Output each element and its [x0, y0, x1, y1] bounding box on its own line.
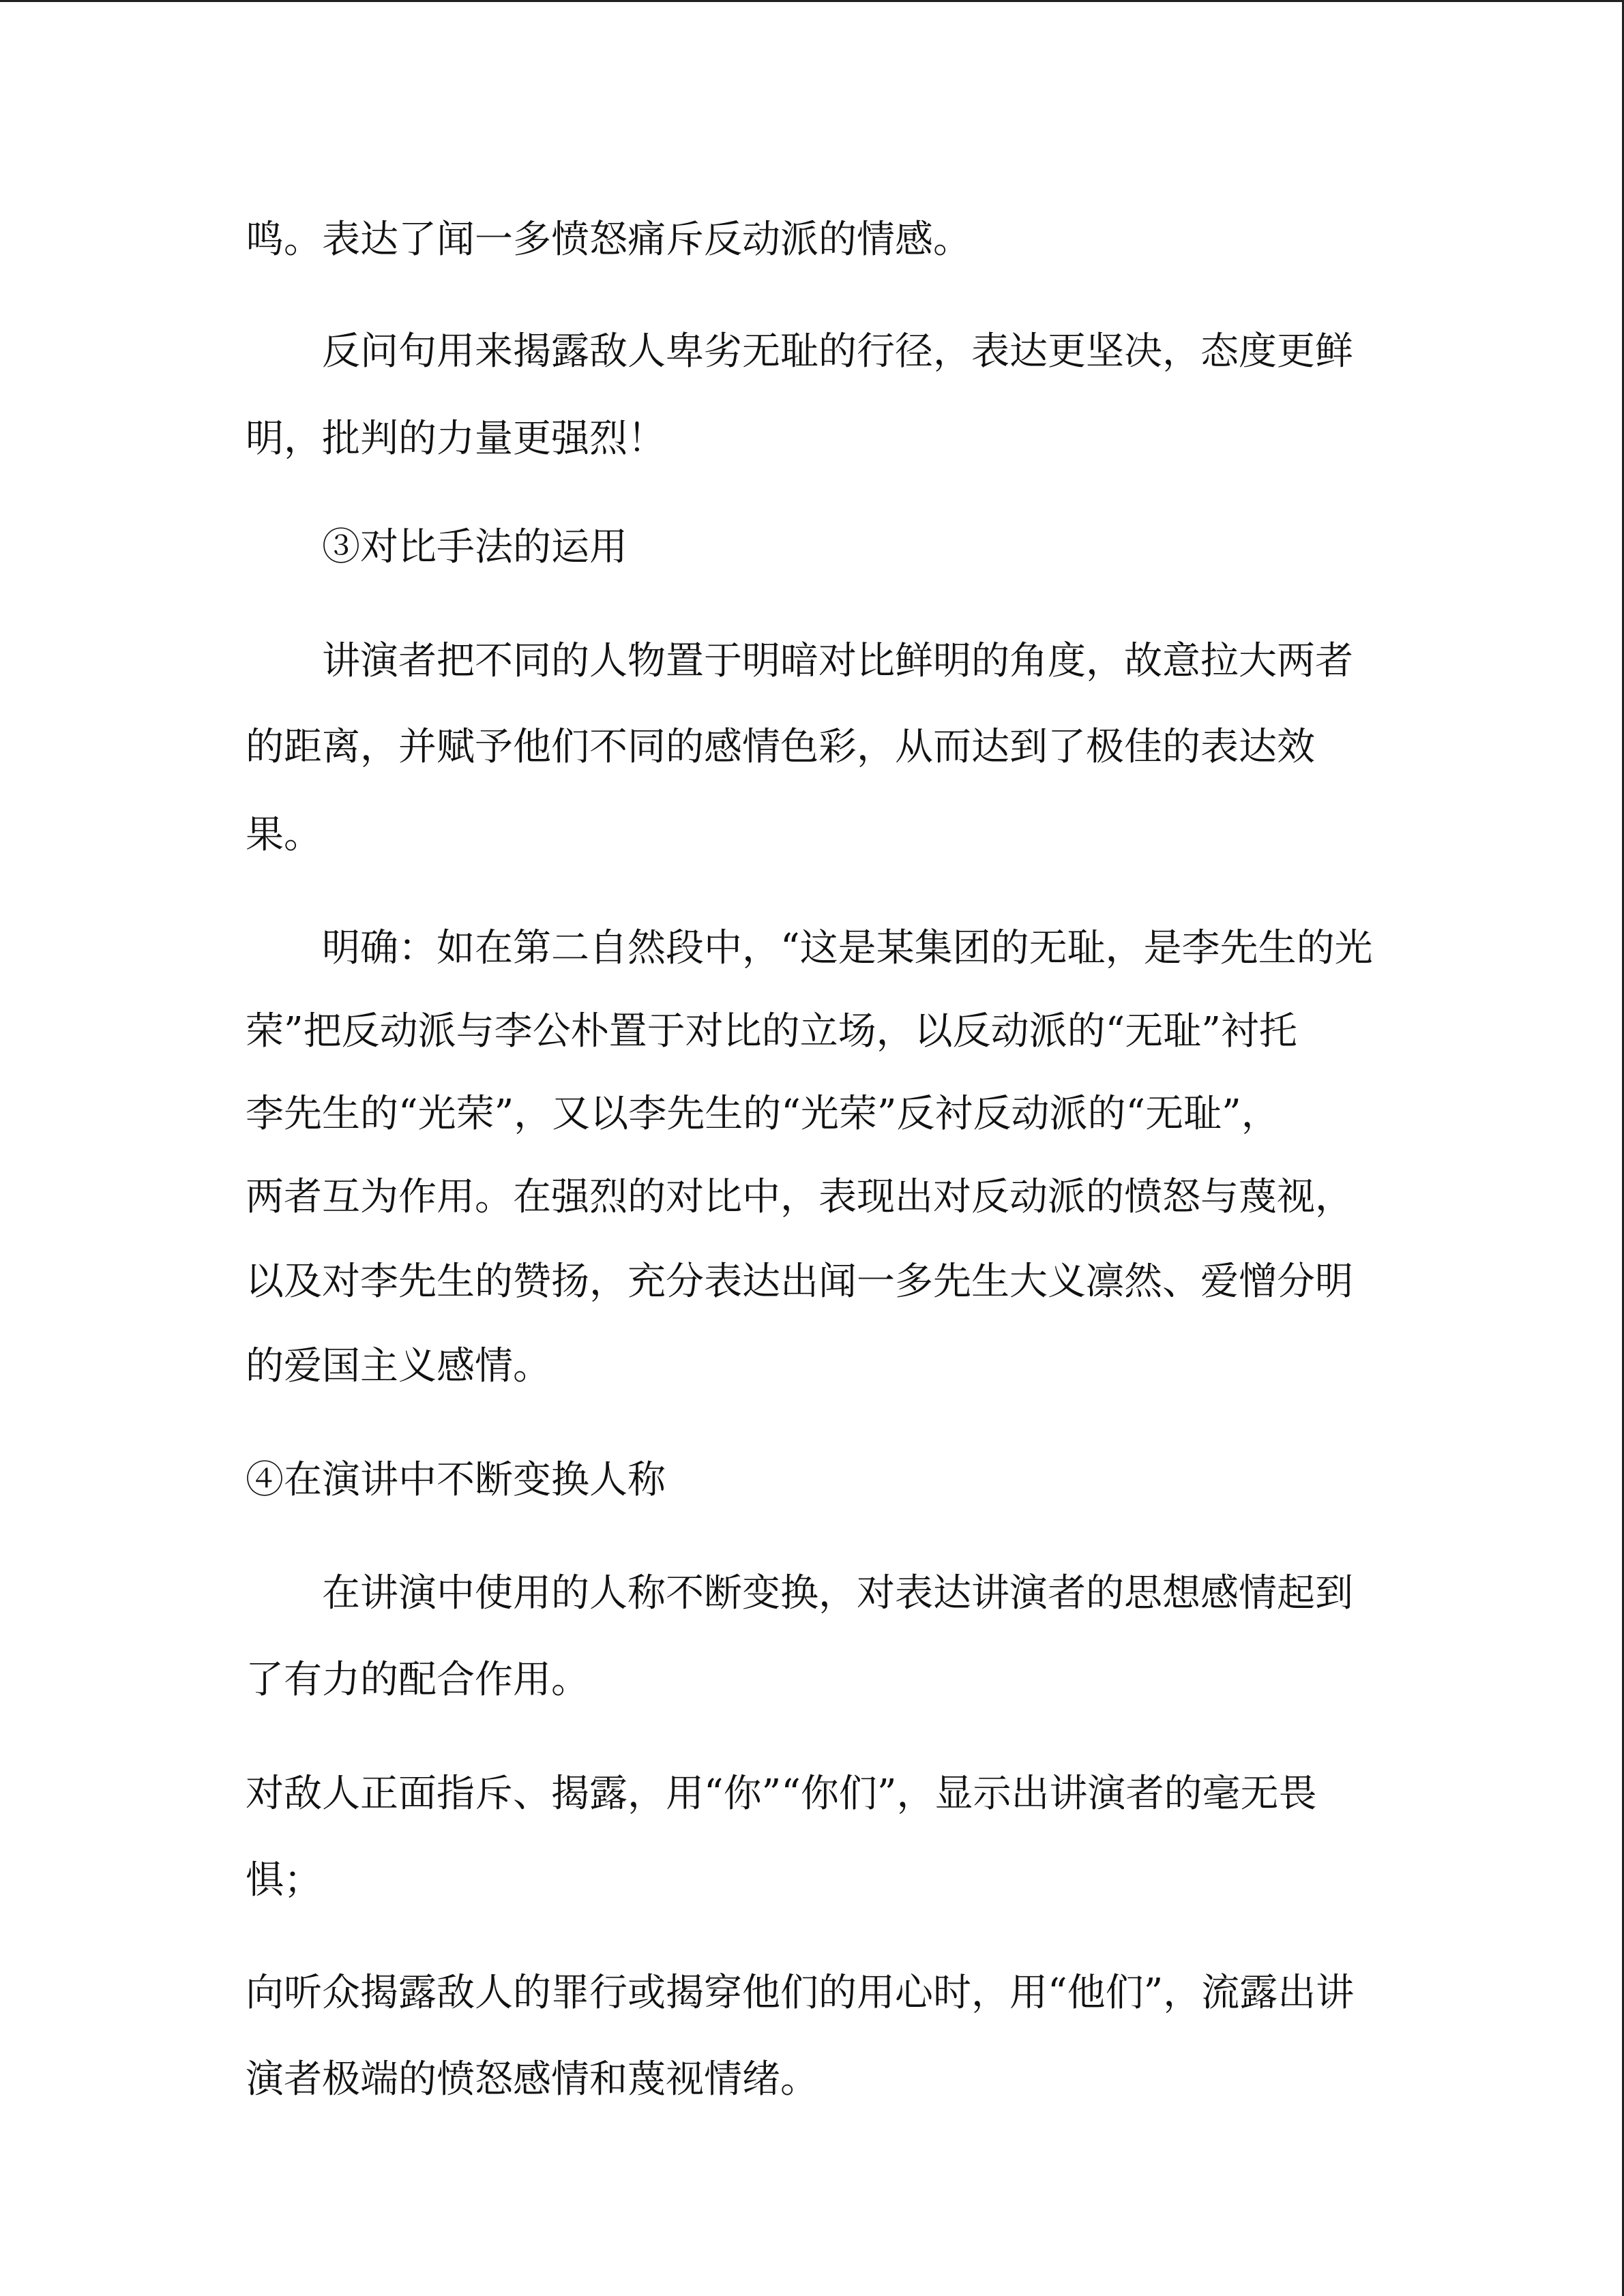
- text-line-15: 在讲演中使用的人称不断变换，对表达讲演者的思想感情起到: [322, 1571, 1353, 1615]
- text-line-19: 向听众揭露敌人的罪行或揭穿他们的用心时，用“他们”，流露出讲: [246, 1971, 1355, 2015]
- text-line-13: 的爱国主义感情。: [246, 1344, 551, 1388]
- text-line-10: 李先生的“光荣”，又以李先生的“光荣”反衬反动派的“无耻”，: [246, 1092, 1280, 1136]
- page-top-border: [0, 0, 1624, 2]
- text-line-16: 了有力的配合作用。: [246, 1658, 589, 1702]
- text-line-7: 果。: [246, 813, 322, 857]
- text-line-20: 演者极端的愤怒感情和蔑视情绪。: [246, 2057, 818, 2102]
- text-line-3: 明，批判的力量更强烈！: [246, 417, 666, 461]
- text-line-9: 荣”把反动派与李公朴置于对比的立场，以反动派的“无耻”衬托: [246, 1009, 1297, 1054]
- text-line-12: 以及对李先生的赞扬，充分表达出闻一多先生大义凛然、爱憎分明: [246, 1259, 1353, 1304]
- text-line-18: 惧；: [246, 1858, 322, 1903]
- text-line-2: 反问句用来揭露敌人卑劣无耻的行径，表达更坚决，态度更鲜: [322, 329, 1353, 374]
- text-line-11: 两者互为作用。在强烈的对比中，表现出对反动派的愤怒与蔑视，: [246, 1175, 1353, 1219]
- section-heading-person: ④在演讲中不断变换人称: [246, 1458, 666, 1502]
- text-line-17: 对敌人正面指斥、揭露，用“你”“你们”，显示出讲演者的毫无畏: [246, 1772, 1317, 1816]
- text-line-6: 的距离，并赋予他们不同的感情色彩，从而达到了极佳的表达效: [246, 725, 1315, 769]
- section-heading-contrast: ③对比手法的运用: [322, 525, 628, 569]
- text-line-8: 明确：如在第二自然段中，“这是某集团的无耻，是李先生的光: [322, 926, 1373, 970]
- text-line-1: 鸣。表达了闻一多愤怒痛斥反动派的情感。: [246, 218, 971, 262]
- text-line-5: 讲演者把不同的人物置于明暗对比鲜明的角度，故意拉大两者: [322, 639, 1353, 683]
